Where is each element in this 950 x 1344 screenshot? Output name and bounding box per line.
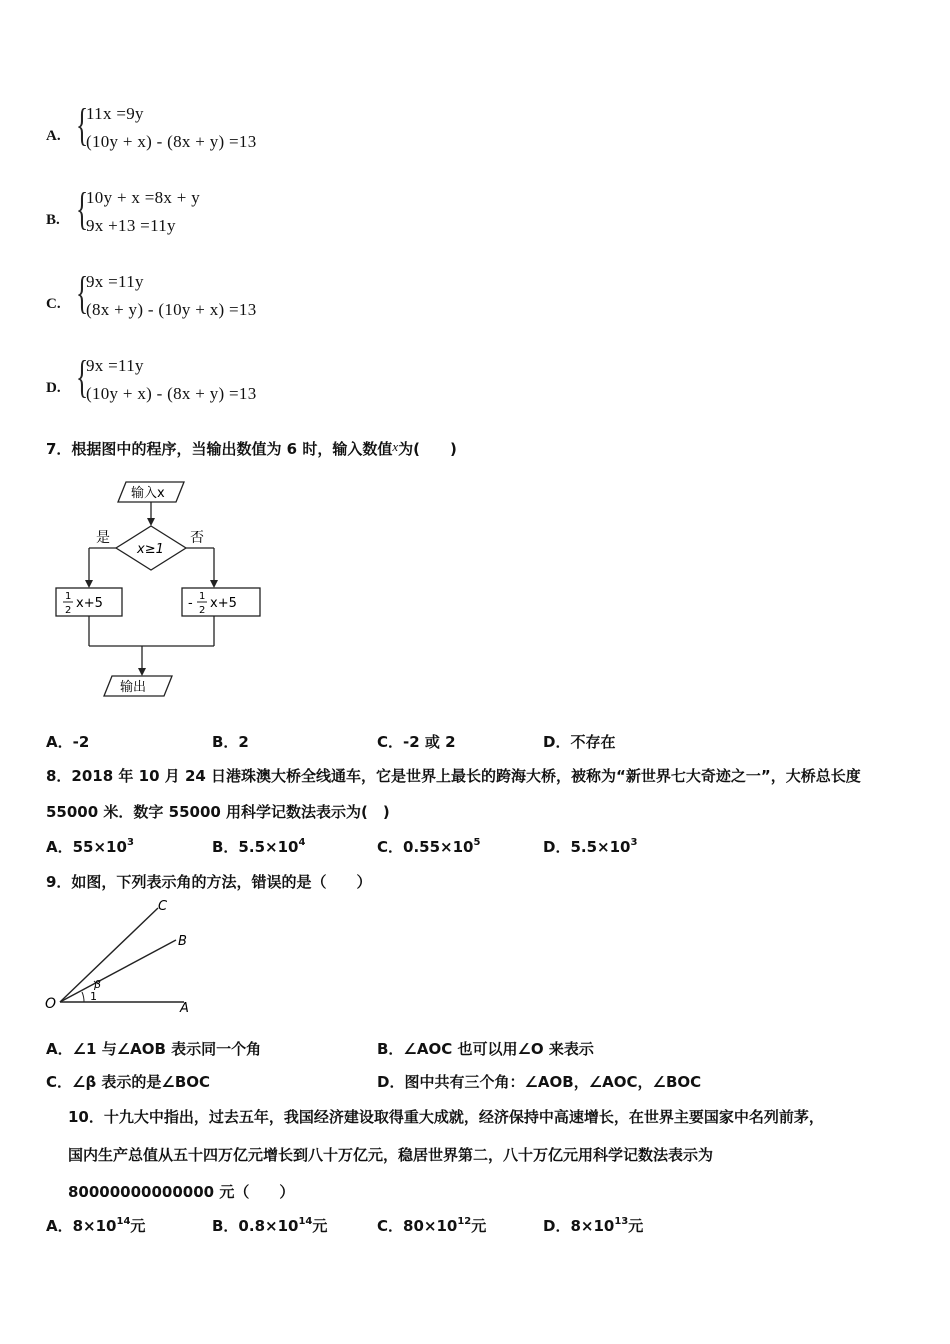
frac-numerator: 1 (199, 591, 206, 602)
equation-2: (8x + y) - (10y + x) =13 (86, 300, 257, 319)
q9-option-b: B．∠AOC 也可以用∠O 来表示 (377, 1040, 594, 1058)
q7-stem: 7．根据图中的程序，当输出数值为 6 时，输入数值x为( ) (46, 439, 457, 458)
q9-option-a: A．∠1 与∠AOB 表示同一个角 (46, 1040, 262, 1058)
option-label: D. (46, 380, 61, 396)
minus-sign: - (188, 596, 193, 611)
option-label: C. (46, 296, 61, 312)
equation-2: 9x +13 =11y (86, 216, 176, 235)
q9-option-c: C．∠β 表示的是∠BOC (46, 1073, 211, 1091)
point-a: A (180, 1001, 189, 1016)
equation-1: 11x =9y (86, 104, 144, 123)
equation-1: 9x =11y (86, 272, 144, 291)
frac-denominator: 2 (65, 605, 72, 616)
equation-2: (10y + x) - (8x + y) =13 (86, 384, 257, 403)
point-o: O (45, 996, 57, 1012)
q10-stem-line2: 国内生产总值从五十四万亿元增长到八十万亿元，稳居世界第二，八十万亿元用科学记数法表示为 (68, 1146, 714, 1164)
brace-icon: { (76, 99, 89, 150)
option-label: A. (46, 128, 61, 144)
angle-arc (82, 992, 84, 1002)
q9-stem: 9．如图，下列表示角的方法，错误的是（ ） (46, 873, 372, 891)
equation-2: (10y + x) - (8x + y) =13 (86, 132, 257, 151)
q7-flowchart (50, 474, 280, 704)
arrow-icon (147, 518, 155, 526)
angle-one-label: 1 (90, 990, 97, 1003)
equation-1: 9x =11y (86, 356, 144, 375)
brace-icon: { (76, 267, 89, 318)
point-b: B (178, 934, 187, 949)
frac-denominator: 2 (199, 605, 206, 616)
q10-stem-line1: 10．十九大中指出，过去五年，我国经济建设取得重大成就，经济保持中高速增长，在世界主要国家中名列前茅， (68, 1108, 824, 1126)
arrow-icon (210, 580, 218, 588)
variable-x: x (392, 439, 399, 454)
arrow-icon (138, 668, 146, 676)
q8-stem-line2: 55000 米．数字 55000 用科学记数法表示为( ) (46, 803, 390, 821)
ray-oc (60, 908, 158, 1002)
output-label: 输出 (120, 680, 147, 695)
q8-option-b: B．$5.5\times 10^4$ (212, 837, 306, 856)
point-c: C (158, 900, 168, 914)
option-label: B. (46, 212, 60, 228)
q10-option-b: B．$0.8\times 10^{14}$元 (212, 1216, 328, 1235)
q8-stem-line1: 8．2018 年 10 月 24 日港珠澳大桥全线通车，它是世界上最长的跨海大桥，被称为“新世界七大奇迹之一”，大桥总长度 (46, 767, 861, 785)
arrow-icon (85, 580, 93, 588)
q8-option-d: D．$5.5\times 10^3$ (543, 837, 638, 856)
q10-stem-line3: 80000000000000 元（ ） (68, 1183, 295, 1201)
ray-ob (60, 940, 176, 1002)
equation-1: 10y + x =8x + y (86, 188, 201, 207)
input-label: 输入x (131, 486, 165, 501)
q9-option-d: D．图中共有三个角：∠AOB，∠AOC，∠BOC (377, 1073, 702, 1091)
yes-label: 是 (96, 530, 110, 546)
q10-option-a: A．$8\times 10^{14}$元 (46, 1216, 146, 1235)
beta-label: β (94, 978, 102, 991)
brace-icon: { (76, 183, 89, 234)
q7-option-d: D．不存在 (543, 733, 616, 751)
brace-icon: { (76, 351, 89, 402)
condition-label: x≥1 (137, 542, 164, 557)
q7-option-b: B．2 (212, 733, 249, 751)
q7-option-c: C．-2 或 2 (377, 733, 456, 751)
q10-option-c: C．$80\times 10^{12}$元 (377, 1216, 487, 1235)
q10-option-d: D．$8\times 10^{13}$元 (543, 1216, 644, 1235)
no-label: 否 (190, 530, 204, 546)
frac-numerator: 1 (65, 591, 72, 602)
right-box-label: x+5 (210, 596, 237, 611)
q8-option-c: C．$0.55\times 10^5$ (377, 837, 481, 856)
q9-angle-figure (44, 900, 198, 1016)
left-box-label: x+5 (76, 596, 103, 611)
q7-option-a: A．-2 (46, 733, 90, 751)
q8-option-a: A．$55\times 10^3$ (46, 837, 134, 856)
